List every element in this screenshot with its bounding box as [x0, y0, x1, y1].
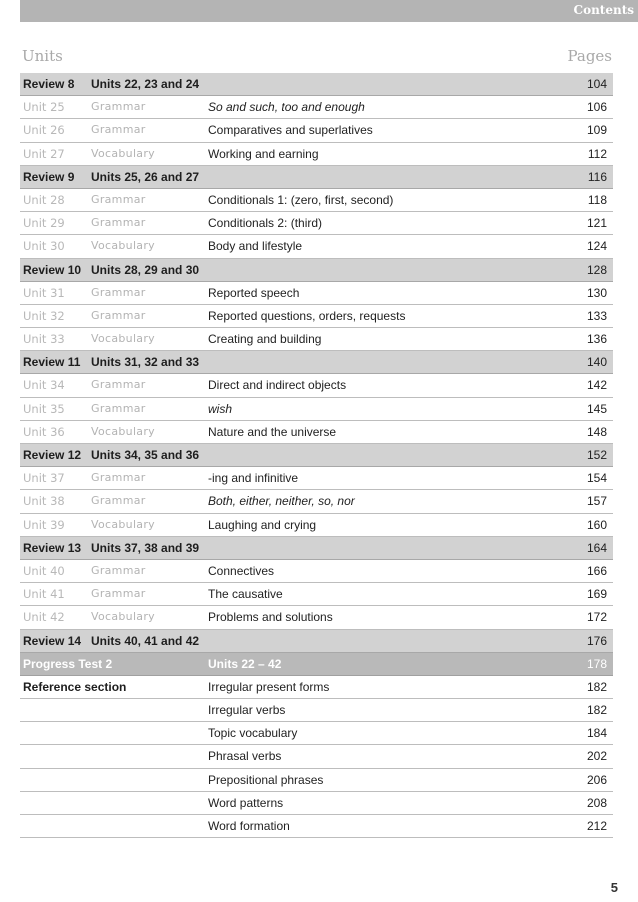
unit-row[interactable]	[20, 235, 613, 258]
page-ref: 202	[586, 749, 607, 764]
row-label: Unit 27	[23, 146, 65, 161]
page-ref: 157	[586, 494, 607, 509]
page-ref: 164	[586, 540, 607, 555]
row-label: Unit 33	[23, 332, 65, 347]
page-ref: 145	[586, 401, 607, 416]
row-topic: Direct and indirect objects	[208, 378, 347, 393]
row-label: Unit 35	[23, 401, 65, 416]
review-row[interactable]	[20, 73, 613, 96]
unit-row[interactable]	[20, 305, 613, 328]
unit-category: Grammar	[91, 563, 146, 577]
unit-row[interactable]	[20, 467, 613, 490]
unit-category: Vocabulary	[91, 239, 155, 253]
page-ref: 154	[586, 471, 607, 486]
row-topic: Creating and building	[208, 332, 322, 347]
page-ref: 124	[586, 239, 607, 254]
row-topic: Conditionals 1: (zero, first, second)	[208, 192, 394, 207]
page-ref: 116	[587, 169, 607, 184]
row-topic: Comparatives and superlatives	[208, 123, 373, 138]
row-topic: The causative	[208, 587, 283, 602]
review-row[interactable]	[20, 537, 613, 560]
ref-row[interactable]	[20, 769, 613, 792]
row-label: Unit 26	[23, 123, 65, 138]
unit-category: Vocabulary	[91, 610, 155, 624]
units-column-heading: Units	[22, 47, 63, 65]
page-ref: 130	[586, 285, 607, 300]
row-label: Unit 32	[23, 308, 65, 323]
review-units-title: Units 22, 23 and 24	[91, 77, 200, 91]
page-ref: 104	[586, 77, 607, 91]
page-ref: 152	[586, 448, 607, 462]
page-ref: 172	[586, 610, 607, 625]
unit-row[interactable]	[20, 606, 613, 629]
row-topic: Reported speech	[208, 285, 300, 300]
page-ref: 128	[586, 262, 607, 277]
page-ref: 136	[586, 332, 607, 347]
page-ref: 121	[586, 216, 607, 231]
page-ref: 112	[587, 146, 607, 161]
row-topic: Nature and the universe	[208, 424, 337, 439]
row-label: Review 10	[23, 262, 82, 277]
unit-row[interactable]	[20, 374, 613, 397]
row-label: Unit 40	[23, 563, 65, 578]
row-topic: Connectives	[208, 563, 275, 578]
row-label: Unit 30	[23, 239, 65, 254]
row-label: Unit 28	[23, 192, 65, 207]
page-ref: 133	[586, 308, 607, 323]
page-ref: 148	[586, 424, 607, 439]
row-topic: -ing and infinitive	[208, 471, 299, 486]
ref-row[interactable]	[20, 722, 613, 745]
unit-category: Vocabulary	[91, 424, 155, 438]
row-topic: Conditionals 2: (third)	[208, 216, 323, 231]
pages-column-heading: Pages	[567, 47, 612, 65]
unit-category: Grammar	[91, 494, 146, 508]
row-topic: So and such, too and enough	[208, 100, 365, 115]
unit-row[interactable]	[20, 514, 613, 537]
row-label: Review 9	[23, 169, 75, 184]
ref-row[interactable]	[20, 745, 613, 768]
unit-category: Grammar	[91, 192, 146, 206]
unit-row[interactable]	[20, 583, 613, 606]
row-label: Unit 25	[23, 100, 65, 115]
page-ref: 140	[586, 355, 607, 370]
page-ref: 169	[586, 587, 607, 602]
page-ref: 160	[586, 517, 607, 532]
row-topic: Topic vocabulary	[208, 726, 298, 741]
unit-row[interactable]	[20, 282, 613, 305]
row-topic: wish	[208, 401, 233, 416]
row-topic: Body and lifestyle	[208, 239, 303, 254]
row-topic: Reported questions, orders, requests	[208, 308, 406, 323]
page-ref: 118	[587, 192, 607, 207]
row-label: Progress Test 2	[23, 656, 113, 671]
row-topic: Problems and solutions	[208, 610, 333, 625]
review-units-title: Units 28, 29 and 30	[91, 262, 200, 277]
unit-category: Grammar	[91, 123, 146, 137]
review-units-title: Units 34, 35 and 36	[91, 448, 200, 462]
page-ref: 176	[586, 633, 607, 648]
unit-category: Grammar	[91, 216, 146, 230]
row-label: Review 13	[23, 540, 82, 555]
progress-row[interactable]	[20, 653, 613, 676]
page-ref: 178	[586, 656, 607, 671]
row-topic: Word patterns	[208, 795, 284, 810]
row-topic: Phrasal verbs	[208, 749, 282, 764]
unit-category: Grammar	[91, 100, 146, 114]
row-label: Unit 38	[23, 494, 65, 509]
page-ref: 182	[586, 679, 607, 694]
row-label: Unit 42	[23, 610, 65, 625]
unit-row[interactable]	[20, 212, 613, 235]
row-topic: Both, either, neither, so, nor	[208, 494, 355, 509]
table-of-contents	[20, 73, 613, 838]
row-topic: Irregular present forms	[208, 679, 330, 694]
page-number: 5	[610, 880, 618, 895]
review-row[interactable]	[20, 166, 613, 189]
unit-category: Grammar	[91, 285, 146, 299]
row-label: Unit 37	[23, 471, 65, 486]
row-label: Review 8	[23, 77, 75, 91]
row-label: Review 14	[23, 633, 82, 648]
unit-row[interactable]	[20, 328, 613, 351]
review-row[interactable]	[20, 444, 613, 467]
row-topic: Prepositional phrases	[208, 772, 324, 787]
row-label: Unit 39	[23, 517, 65, 532]
ref-row[interactable]	[20, 699, 613, 722]
row-topic: Laughing and crying	[208, 517, 317, 532]
page-ref: 206	[586, 772, 607, 787]
unit-category: Grammar	[91, 308, 146, 322]
page-ref: 166	[586, 563, 607, 578]
row-label: Unit 41	[23, 587, 65, 602]
review-row[interactable]	[20, 259, 613, 282]
page-ref: 184	[586, 726, 607, 741]
review-row[interactable]	[20, 630, 613, 653]
page-ref: 142	[586, 378, 607, 393]
unit-row[interactable]	[20, 143, 613, 166]
unit-row[interactable]	[20, 490, 613, 513]
review-units-title: Units 40, 41 and 42	[91, 633, 200, 648]
row-label: Unit 31	[23, 285, 65, 300]
unit-category: Grammar	[91, 401, 146, 415]
unit-category: Grammar	[91, 587, 146, 601]
page-ref: 109	[586, 123, 607, 138]
unit-category: Grammar	[91, 471, 146, 485]
unit-row[interactable]	[20, 560, 613, 583]
row-label: Review 11	[23, 355, 81, 370]
unit-row[interactable]	[20, 189, 613, 212]
row-label: Unit 36	[23, 424, 65, 439]
ref-row[interactable]	[20, 676, 613, 699]
unit-category: Grammar	[91, 378, 146, 392]
page-ref: 212	[586, 819, 607, 833]
ref-row[interactable]	[20, 815, 613, 838]
review-units-title: Units 37, 38 and 39	[91, 540, 200, 555]
row-topic: Units 22 – 42	[208, 656, 282, 671]
unit-category: Vocabulary	[91, 332, 155, 346]
ref-row[interactable]	[20, 792, 613, 815]
unit-row[interactable]	[20, 96, 613, 119]
row-label: Unit 34	[23, 378, 65, 393]
review-units-title: Units 31, 32 and 33	[91, 355, 200, 370]
row-topic: Word formation	[208, 819, 290, 833]
row-topic: Irregular verbs	[208, 703, 286, 718]
row-label: Unit 29	[23, 216, 65, 231]
contents-header-bar	[20, 0, 638, 22]
unit-row[interactable]	[20, 421, 613, 444]
row-topic: Working and earning	[208, 146, 319, 161]
page-ref: 208	[586, 795, 607, 810]
row-label: Reference section	[23, 679, 127, 694]
unit-category: Vocabulary	[91, 517, 155, 531]
review-units-title: Units 25, 26 and 27	[91, 169, 200, 184]
unit-category: Vocabulary	[91, 146, 155, 160]
page-ref: 182	[586, 703, 607, 718]
unit-row[interactable]	[20, 398, 613, 421]
unit-row[interactable]	[20, 119, 613, 142]
section-title: Contents	[573, 3, 634, 17]
review-row[interactable]	[20, 351, 613, 374]
page-ref: 106	[586, 100, 607, 115]
row-label: Review 12	[23, 448, 82, 462]
